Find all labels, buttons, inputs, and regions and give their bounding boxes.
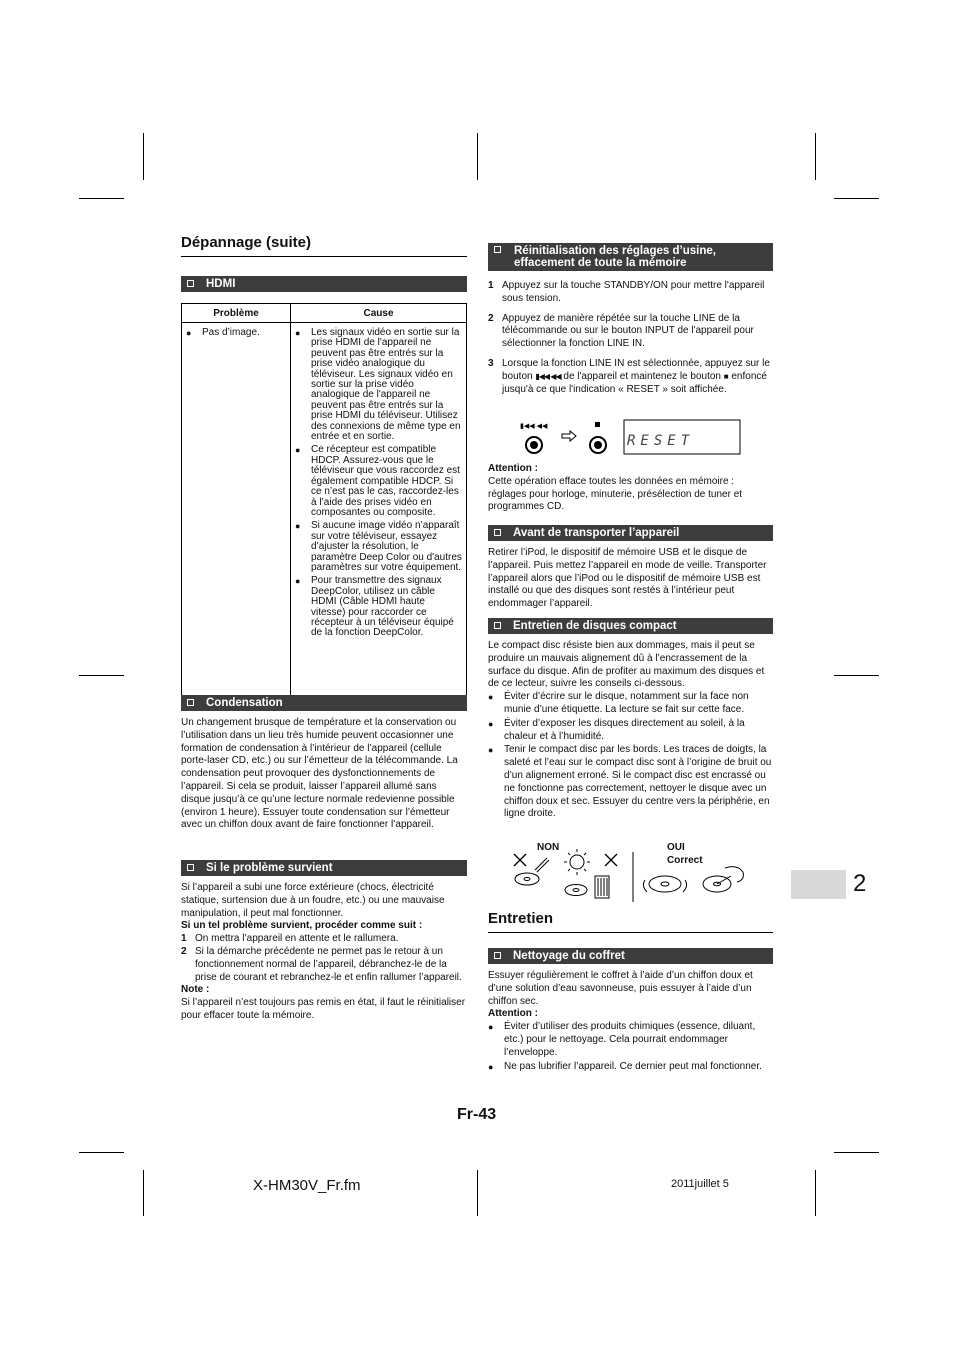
crop-mark [477,1170,478,1216]
disques-text: Le compact disc résiste bien aux dommages, mais il peut se produire un mauvais alignement dû à l’encrassement de la surface du disque. Afin de profiter au maximum des disques et de ce lecteur, suivre les conseils ci-dessous. [488,640,765,690]
disques-bullet: ● Tenir le compact disc par les bords. Les traces de doigts, la saleté et l’eau sur le compact disc sont à l’origine de bruit ou d’un alignement erroné. Si le compact disc est encrassé ou ne fonctionne pas correctement, nettoyer le disque avec un chiffon doux et sec. Essuyer du centre vers la périphérie, en ligne droite. [488,744,774,821]
coffret-bullet: ● Éviter d’utiliser des produits chimiques (essence, diluant, etc.) pour le nettoyage. Cela pourrait endommager l’enveloppe. [488,1021,774,1059]
cause-item: ● Si aucune image vidéo n’apparaît sur votre téléviseur, essayez d’ajuster la résolution, le paramètre Deep Color ou d'autres paramètres sur votre équipement. [295,521,462,573]
probleme-step: 1 On mettra l’appareil en attente et le rallumera. [181,933,399,945]
non-label: NON [537,842,560,853]
square-icon [494,246,501,253]
disc-writing-icon [515,858,549,885]
col-header-problem: Problème [182,304,291,323]
cause-item: ● Ce récepteur est compatible HDCP. Assurez-vous que le téléviseur que vous raccordez est également compatible HDCP. Si ce n’est pas le cas, raccordez-les à l’aide des prises vidéo en composantes ou composite. [295,445,462,518]
chapter-tab [791,870,846,899]
crop-mark [79,1152,124,1153]
svg-text:▮◀◀ ◀◀: ▮◀◀ ◀◀ [520,423,548,430]
crop-mark [79,675,124,676]
disques-block [488,640,774,821]
heater-icon [595,876,609,898]
crop-mark [477,133,478,180]
title-rule [181,256,467,257]
crop-mark [815,133,816,180]
reset-step: 2 Appuyez de manière répétée sur la touche LINE de la télécommande ou sur le bouton INPUT de l'appareil pour sélectionner la fonction LINE IN. [488,312,754,350]
cleaning-disc-icon [703,867,743,892]
reset-steps [488,280,774,396]
footer-file: X-HM30V_Fr.fm [253,1177,361,1194]
section-bar-transport: Avant de transporter l’appareil [488,525,773,541]
cause-item: ● Les signaux vidéo en sortie sur la prise HDMI de l'appareil ne peuvent pas être entrés sur la prise vidéo analogique du téléviseur. Les signaux vidéo en sortie sur la prise vidéo analogique de l'appareil ne peuvent pas être entrés sur la prise HDMI du téléviseur. Utilisez des connexions de même type en entrée et en sortie. [295,328,462,442]
section-bar-coffret: Nettoyage du coffret [488,948,773,964]
hdmi-table [181,303,467,699]
reset-step: 1 Appuyez sur la touche STANDBY/ON pour mettre l'appareil sous tension. [488,280,765,304]
reset-step: 3 Lorsque la fonction LINE IN est sélectionnée, appuyez sur le bouton ▮◀◀ ◀◀ de l'appareil et maintenez le bouton ■ enfoncé jusqu'à ce que l'indication « RESET » soit affichée. [488,357,770,395]
reset-illustration [515,418,745,458]
crop-mark [815,1170,816,1216]
sun-icon [564,849,590,875]
disques-bullet: ● Éviter d’exposer les disques directement au soleil, à la chaleur et à l’humidité. [488,718,774,744]
entretien-title: Entretien [488,910,554,927]
crop-mark [834,1152,879,1153]
probleme-bold-line: Si un tel problème survient, procéder comme suit : [181,920,423,932]
stop-icon: ■ [723,371,729,381]
coffret-text: Essuyer régulièrement le coffret à l’aide d’un chiffon doux et d’une solution d’eau savonneuse, puis essuyer à l’aide d’un chiffon sec. [488,970,753,1007]
disques-bullet: ● Éviter d’écrire sur le disque, notamment sur la face non munie d’une étiquette. La lecture se fait sur cette face. [488,691,774,717]
skip-back-icon: ▮◀◀ ◀◀ [535,371,561,381]
square-icon [187,280,194,287]
reset-attention: Attention : Cette opération efface toutes les données en mémoire : réglages pour horloge, minuterie, présélection de tuner et programmes CD. [488,463,743,513]
section-bar-hdmi: HDMI [181,276,467,292]
crop-mark [79,198,124,199]
page-number: Fr-43 [457,1106,497,1123]
cause-item: ● Pour transmettre des signaux DeepColor, utilisez un câble HDMI (Câble HDMI haute vitesse) pour raccorder ce récepteur à un téléviseur équipé de la fonction DeepColor. [295,576,462,638]
crop-mark [143,133,144,180]
entretien-rule [488,932,773,933]
square-icon [494,952,501,959]
cause-cell [291,323,467,699]
square-icon [187,699,194,706]
display-reset-text: RESET [627,433,695,449]
skip-back-button-icon [520,423,548,453]
page-title: Dépannage (suite) [181,234,312,251]
section-bar-reset: Réinitialisation des réglages d’usine, effacement de toute la mémoire [488,243,773,271]
condensation-text: Un changement brusque de température et la conservation ou l’utilisation dans un lieu très humide peuvent occasionner une formation de condensation à l’intérieur de l’appareil (cellule porte-laser CD, etc.) ou sur l’émetteur de la télécommande. La condensation peut provoquer des dysfonctionnements de l’appareil. Si cela se produit, laisser l’appareil allumé sans disque jusqu’à ce qu’une lecture normale redevienne possible (environ 1 heure). Essuyer toute condensation sur l’émetteur avec un chiffon doux avant de faire fonctionner l’appareil. [181,717,458,831]
disc-handling-illustration [505,840,755,904]
probleme-block [181,882,467,1023]
arrow-right-icon [562,431,576,441]
coffret-block [488,970,774,1073]
square-icon [494,622,501,629]
note-label: Note : [181,984,210,996]
section-bar-condensation: Condensation [181,695,467,711]
probleme-text: Si l’appareil a subi une force extérieure (chocs, électricité statique, surtension due à un foudre, etc.) ou une mauvaise manipulation, il peut mal fonctionner. [181,882,445,919]
coffret-bullet: ● Ne pas lubrifier l’appareil. Ce dernier peut mal fonctionner. [488,1061,774,1074]
problem-text: ● Pas d’image. [186,328,286,338]
cross-icon [605,854,617,866]
disc-icon [565,885,587,896]
crop-mark [834,675,879,676]
coffret-attention-label: Attention : [488,1008,538,1020]
footer-date: 2011juillet 5 [671,1178,729,1190]
chapter-number: 2 [853,870,867,897]
crop-mark [143,1170,144,1216]
disc-held-by-edges-icon [643,876,686,892]
col-header-cause: Cause [291,304,467,323]
correct-label: Correct [667,855,703,866]
problem-cell [182,323,291,699]
oui-label: OUI [667,842,685,853]
transport-text: Retirer l’iPod, le dispositif de mémoire USB et le disque de l’appareil. Puis mettez l’appareil en mode de veille. Transporter l’appareil alors que l’iPod ou le dispositif de mémoire USB est installé ou que des disques sont restés à l’intérieur peut endommager l’appareil. [488,547,767,610]
section-bar-disques: Entretien de disques compact [488,618,773,634]
cross-icon [514,854,526,866]
square-icon [187,864,194,871]
square-icon [494,529,501,536]
crop-mark [834,198,879,199]
probleme-step: 2 Si la démarche précédente ne permet pas le retour à un fonctionnement normal de l’appareil, débranchez-le de la prise de courant et rebranchez-le et enfin rallumer l’appareil. [181,945,462,983]
note-text: Si l’appareil n’est toujours pas remis en état, il faut le réinitialiser pour effacer toute la mémoire. [181,997,466,1021]
section-bar-probleme: Si le problème survient [181,860,467,876]
stop-button-icon [590,422,606,453]
